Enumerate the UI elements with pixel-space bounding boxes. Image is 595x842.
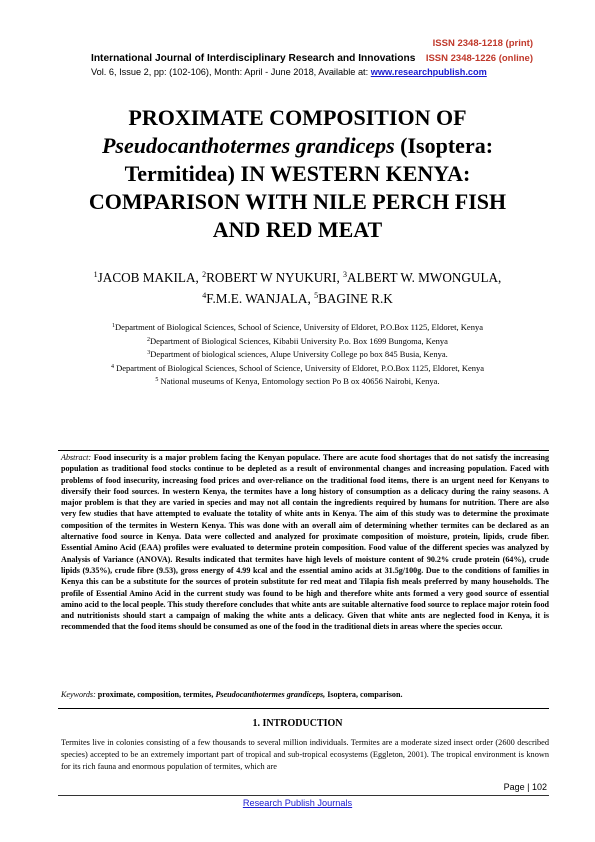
title-line-1: PROXIMATE COMPOSITION OF	[128, 105, 467, 130]
affiliation	[40, 320, 555, 334]
affiliation-sup: 2	[147, 336, 151, 343]
website-link[interactable]: www.researchpublish.com	[370, 67, 487, 77]
title-species-name: Pseudocanthotermes grandiceps	[101, 133, 395, 158]
journal-name: International Journal of Interdisciplinary Research and Innovations	[91, 53, 416, 64]
volume-text: Vol. 6, Issue 2, pp: (102-106), Month: April - June 2018, Available at:	[91, 67, 371, 77]
keywords-text: proximate, composition, termites,	[95, 690, 216, 699]
author-name: BAGINE R.K	[318, 291, 393, 306]
volume-info	[91, 67, 487, 77]
author-name: F.M.E. WANJALA,	[206, 291, 315, 306]
author-list	[40, 266, 555, 308]
page-number: Page | 102	[503, 782, 547, 792]
abstract	[61, 452, 549, 633]
affiliation-sup: 3	[147, 350, 151, 357]
author-name: ALBERT W. MWONGULA,	[347, 270, 502, 285]
affiliation-sup: 4	[110, 363, 114, 370]
title-line-2-rest: (Isoptera:	[394, 133, 494, 158]
affiliation-text: Department of Biological Sciences, Kibabii University P.o. Box 1699 Bungoma, Kenya	[150, 335, 448, 346]
author-sup: 4	[202, 291, 207, 300]
footer	[0, 798, 595, 808]
keywords-text-rest: Isoptera, comparison.	[325, 690, 403, 699]
affiliation-text: Department of Biological Sciences, School of Science, University of Eldoret, P.O.Box 1125, Eldoret, Kenya	[113, 362, 485, 373]
affiliation	[40, 347, 555, 361]
affiliation	[40, 374, 555, 388]
title-line-5: AND RED MEAT	[212, 217, 383, 242]
keywords	[61, 690, 549, 699]
affiliation-sup: 1	[112, 323, 116, 329]
publisher-link[interactable]: Research Publish Journals	[242, 798, 353, 808]
abstract-label: Abstract:	[61, 453, 92, 462]
title-line-2	[40, 132, 555, 160]
abstract-text: Food insecurity is a major problem facing the Kenyan populace. There are acute food shortages that do not satisfy the increasing population as traditional food stocks continue to be depleted as a result of environmental changes and increasing population. Faced with problems of food insecurity, increasing food prices and over-reliance on the traditional food items, there is an urgent need for Kenyans to diversify their food sources. In western Kenya, the termites have a long history of consumption as a delicacy during the rainy seasons. A major problem is that they are varied in species and may not all contain the ingredients required by humans for nutrition. There are also very few studies that have attempted to evaluate the totality of white ants in Kenya. The aim of this study was to determine the proximate composition of the termites in Western Kenya. This was done with an overall aim of determining whether termites can be declared as an alternative food source in Kenya. Data were collected and analyzed for proximate composition of moisture, protein, lipids, crude fiber. Essential Amino Acid (EAA) profiles were evaluated to determine protein composition. Food value of the different species was analyzed by Analysis of Variance (ANOVA). Results indicated that termites have high levels of moisture content of 90.2% crude protein (64%), crude lipids (9.35%), crude fibre (9.53), gross energy of 4.99 kcal and the essential amino acids at 31.5g/100g. Due to the conditions of families in Kenya this can be a substitute for the sources of protein substitute for red meat and Tilapia fish meals preferred by many households. The profile of Essential Amino Acid in the current study was found to be high and therefore white ants formed a very good source of essential amino acid to the local people. This study therefore concludes that white ants are suitable alternative food source to replace major rotein food and nutritionists should start a campaign of making the white ants a delicacy. Given that white ants are neglected food in Kenya, it is recommended that the food items should be consumed as one of the food in the traditional diets in areas where the species occur.	[61, 453, 549, 632]
affiliation	[40, 361, 555, 375]
intro-paragraph: Termites live in colonies consisting of a few thousands to several million individuals. Termites are a moderate sized insect order (2600 described species) accepted to be an extremely important part of tropical and sub-tropical ecosystems (Eggleton, 2001). The tropical environment is known for its rich fauna and enormous population of termites, which are	[61, 738, 549, 771]
issn-print: ISSN 2348-1218 (print)	[432, 38, 533, 49]
affiliation-text: National museums of Kenya, Entomology section Po B ox 40656 Nairobi, Kenya.	[158, 376, 440, 387]
author-line-2	[40, 287, 555, 308]
footer-divider	[58, 795, 549, 796]
keywords-species: Pseudocanthotermes grandiceps,	[215, 690, 326, 699]
keywords-label: Keywords:	[61, 690, 96, 699]
author-sup: 3	[343, 270, 348, 279]
affiliation-text: Department of Biological Sciences, School of Science, University of Eldoret, P.O.Box 1125, Eldoret, Kenya	[115, 322, 483, 332]
title-line-4: COMPARISON WITH NILE PERCH FISH	[88, 189, 507, 214]
author-name: ROBERT W NYUKURI,	[206, 270, 344, 285]
issn-online: ISSN 2348-1226 (online)	[425, 53, 533, 64]
author-line-1	[40, 266, 555, 287]
affiliation-text: Department of biological sciences, Alupe University College po box 845 Busia, Kenya.	[150, 349, 448, 360]
author-sup: 5	[314, 291, 319, 300]
title-line-3: Termitidea) IN WESTERN KENYA:	[124, 161, 471, 186]
author-sup: 2	[202, 270, 207, 279]
author-name: JACOB MAKILA,	[97, 270, 203, 285]
section-heading: 1. INTRODUCTION	[252, 718, 343, 729]
affiliation-list	[40, 320, 555, 388]
affiliation-sup: 5	[155, 377, 159, 384]
paper-title	[40, 104, 555, 244]
affiliation	[40, 334, 555, 348]
author-sup: 1	[93, 270, 98, 279]
